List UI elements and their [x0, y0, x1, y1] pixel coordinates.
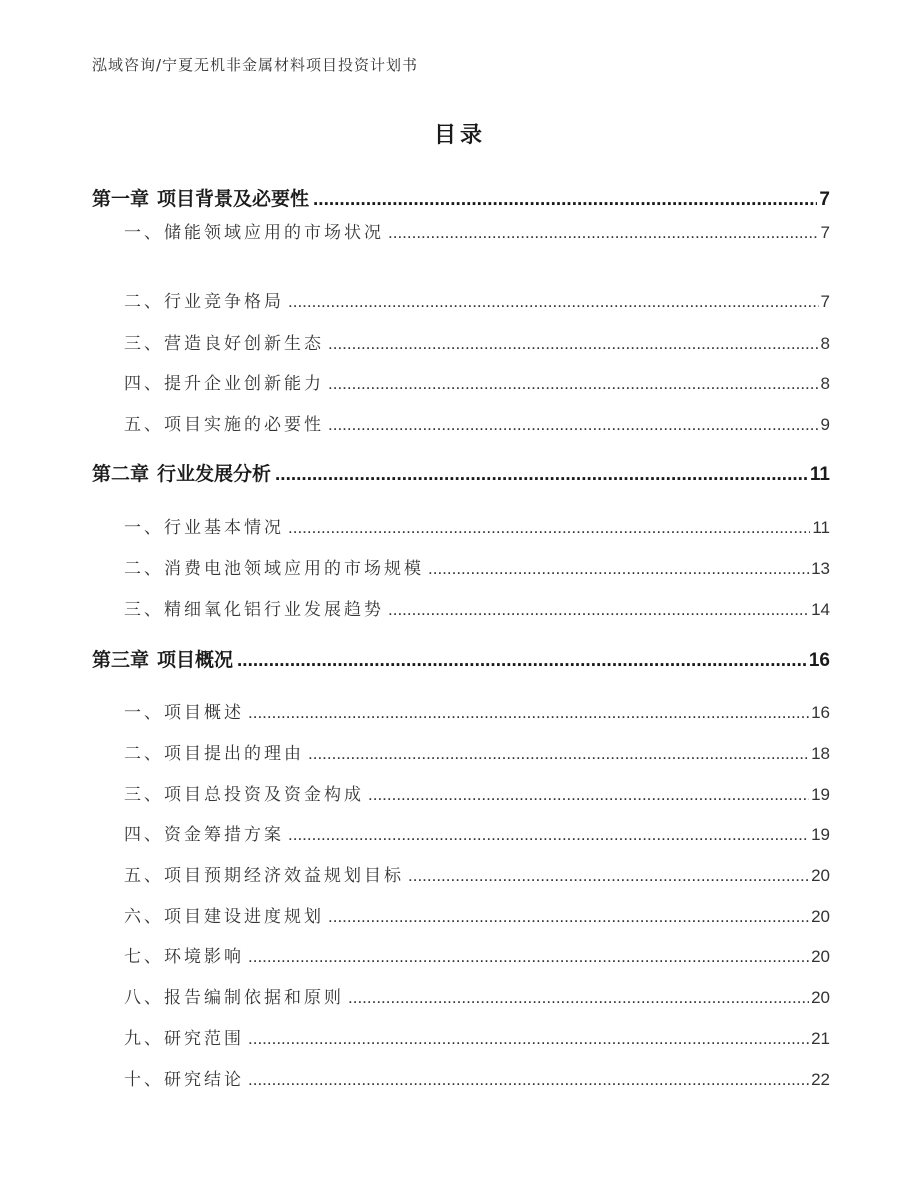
toc-entry-label: 项目建设进度规划 — [164, 907, 324, 927]
toc-entry-number: 九、 — [124, 1029, 164, 1049]
toc-section-entry[interactable] — [124, 1065, 830, 1090]
dot-leader — [248, 703, 809, 723]
toc-entry-number: 三、 — [124, 600, 164, 620]
toc-section-entry[interactable] — [124, 861, 830, 886]
toc-entry-page: 14 — [811, 600, 830, 619]
toc-entry-number: 四、 — [124, 825, 164, 845]
toc-entry-number: 七、 — [124, 947, 164, 967]
dot-leader — [348, 988, 809, 1008]
toc-entry-number: 一、 — [124, 518, 164, 538]
toc-section-entry[interactable] — [124, 983, 830, 1008]
toc-entry-label: 营造良好创新生态 — [164, 334, 324, 354]
toc-section-entry[interactable] — [124, 698, 830, 723]
toc-entry-page: 11 — [809, 464, 830, 485]
dot-leader — [288, 292, 819, 312]
toc-section-entry[interactable] — [124, 820, 830, 845]
toc-entry-label: 项目预期经济效益规划目标 — [164, 866, 404, 886]
toc-entry-number: 第一章 — [92, 188, 150, 210]
dot-leader — [288, 825, 809, 845]
toc-entry-page: 21 — [811, 1029, 830, 1048]
toc-entry-label: 项目总投资及资金构成 — [164, 785, 364, 805]
toc-title: 目录 — [433, 123, 486, 148]
running-header: 泓域咨询/宁夏无机非金属材料项目投资计划书 — [92, 56, 419, 74]
toc-entry-number: 二、 — [124, 292, 164, 312]
toc-section-entry[interactable] — [124, 595, 830, 620]
toc-entry-label: 行业发展分析 — [157, 463, 272, 485]
toc-entry-number: 第三章 — [92, 649, 150, 671]
toc-entry-label: 项目概况 — [157, 649, 234, 671]
toc-entry-label: 研究结论 — [164, 1070, 244, 1090]
toc-section-entry[interactable] — [124, 942, 830, 967]
toc-entry-page: 18 — [811, 744, 830, 763]
toc-section-entry[interactable] — [124, 329, 830, 354]
toc-section-entry[interactable] — [124, 902, 830, 927]
dot-leader — [288, 518, 810, 538]
toc-entry-number: 五、 — [124, 415, 164, 435]
toc-section-entry[interactable] — [124, 287, 830, 312]
toc-entry-number: 一、 — [124, 703, 164, 723]
dot-leader — [237, 649, 807, 672]
toc-entry-label: 项目概述 — [164, 703, 244, 723]
toc-entry-label: 项目背景及必要性 — [157, 188, 310, 210]
dot-leader — [368, 785, 809, 805]
toc-entry-label: 提升企业创新能力 — [164, 374, 324, 394]
dot-leader — [248, 1070, 809, 1090]
dot-leader — [328, 334, 819, 354]
toc-entry-label: 资金筹措方案 — [164, 825, 284, 845]
toc-entry-label: 研究范围 — [164, 1029, 244, 1049]
toc-chapter-entry[interactable] — [92, 184, 830, 211]
toc-section-entry[interactable] — [124, 554, 830, 579]
dot-leader — [308, 744, 809, 764]
toc-entry-page: 16 — [811, 703, 830, 722]
toc-entry-page: 19 — [811, 825, 830, 844]
toc-entry-page: 16 — [808, 650, 830, 671]
toc-section-entry[interactable] — [124, 218, 830, 243]
dot-leader — [328, 374, 819, 394]
toc-entry-page: 7 — [819, 189, 830, 210]
toc-entry-page: 7 — [820, 223, 830, 242]
toc-entry-page: 7 — [820, 292, 830, 311]
toc-entry-page: 20 — [811, 907, 830, 926]
toc-entry-label: 行业基本情况 — [164, 518, 284, 538]
toc-entry-label: 行业竞争格局 — [164, 292, 284, 312]
dot-leader — [428, 559, 809, 579]
toc-entry-number: 一、 — [124, 223, 164, 243]
toc-entry-page: 19 — [811, 785, 830, 804]
toc-entry-label: 精细氧化铝行业发展趋势 — [164, 600, 384, 620]
toc-entry-page: 8 — [820, 334, 830, 353]
dot-leader — [275, 463, 808, 486]
toc-entry-label: 环境影响 — [164, 947, 244, 967]
dot-leader — [408, 866, 809, 886]
toc-entry-label: 项目提出的理由 — [164, 744, 304, 764]
toc-entry-page: 20 — [811, 866, 830, 885]
toc-entry-number: 八、 — [124, 988, 164, 1008]
toc-section-entry[interactable] — [124, 513, 830, 538]
dot-leader — [313, 188, 817, 211]
toc-section-entry[interactable] — [124, 780, 830, 805]
toc-entry-label: 报告编制依据和原则 — [164, 988, 344, 1008]
toc-entry-number: 五、 — [124, 866, 164, 886]
toc-entry-page: 22 — [811, 1070, 830, 1089]
toc-entry-page: 9 — [820, 415, 830, 434]
toc-entry-page: 8 — [820, 374, 830, 393]
toc-entry-number: 二、 — [124, 559, 164, 579]
toc-entry-page: 20 — [811, 947, 830, 966]
toc-entry-page: 20 — [811, 988, 830, 1007]
toc-section-entry[interactable] — [124, 1024, 830, 1049]
toc-section-entry[interactable] — [124, 739, 830, 764]
toc-entry-number: 第二章 — [92, 463, 150, 485]
toc-entry-number: 六、 — [124, 907, 164, 927]
toc-chapter-entry[interactable] — [92, 645, 830, 672]
toc-entry-number: 二、 — [124, 744, 164, 764]
toc-section-entry[interactable] — [124, 369, 830, 394]
dot-leader — [388, 600, 809, 620]
dot-leader — [388, 223, 819, 243]
toc-entry-number: 三、 — [124, 334, 164, 354]
toc-entry-number: 三、 — [124, 785, 164, 805]
toc-entry-label: 消费电池领域应用的市场规模 — [164, 559, 424, 579]
dot-leader — [328, 907, 809, 927]
toc-entry-page: 11 — [812, 518, 830, 537]
toc-entry-number: 四、 — [124, 374, 164, 394]
dot-leader — [248, 1029, 809, 1049]
toc-section-entry[interactable] — [124, 410, 830, 435]
toc-entry-label: 储能领域应用的市场状况 — [164, 223, 384, 243]
toc-entry-page: 13 — [811, 559, 830, 578]
dot-leader — [248, 947, 809, 967]
toc-entry-number: 十、 — [124, 1070, 164, 1090]
toc-chapter-entry[interactable] — [92, 459, 830, 486]
dot-leader — [328, 415, 819, 435]
toc-entry-label: 项目实施的必要性 — [164, 415, 324, 435]
